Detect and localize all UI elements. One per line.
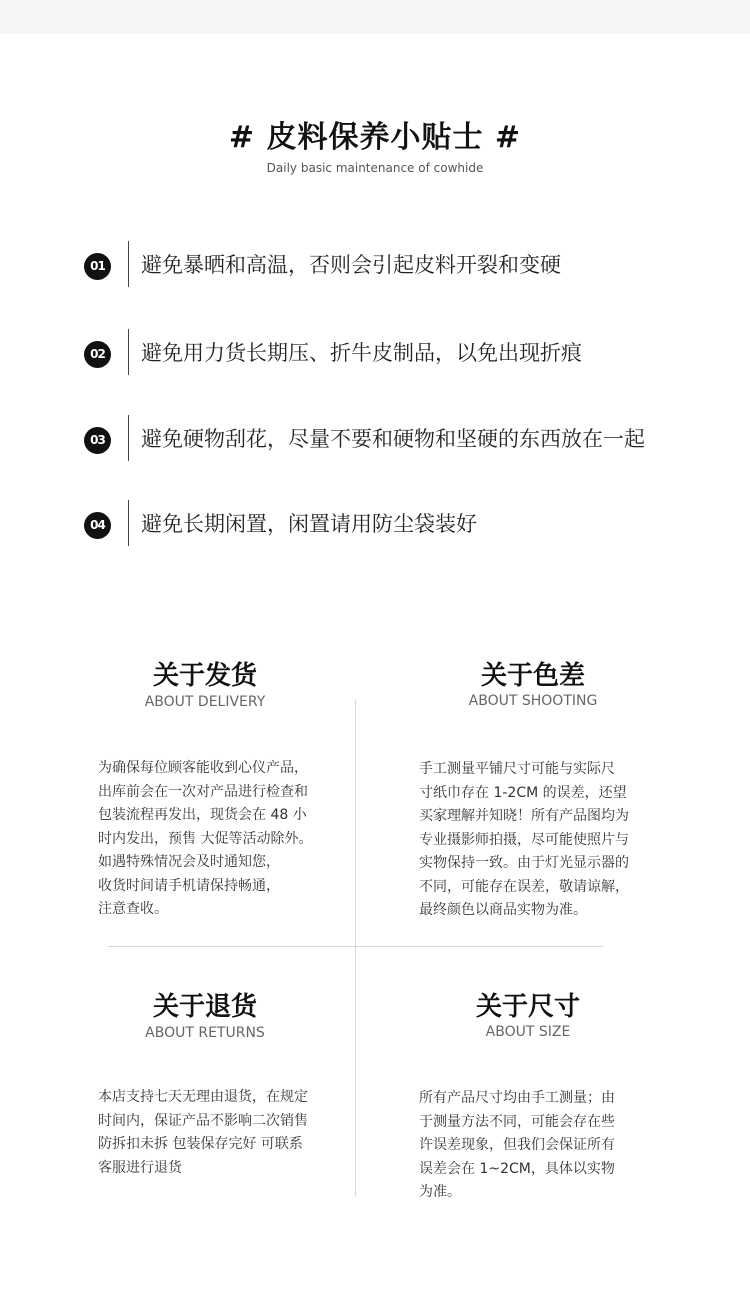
top-band <box>0 0 750 34</box>
tip-item <box>84 329 724 375</box>
tip-number-badge: 02 <box>84 341 111 368</box>
delivery-body: 为确保每位顾客能收到心仪产品， 出库前会在一次对产品进行检查和 包装流程再发出，现货会在 48 小 时内发出，预售 大促等活动除外。 如遇特殊情况会及时通知您， 收货时间请手机请保持畅通， 注意查收。 <box>98 760 313 917</box>
grid-horizontal-divider <box>108 946 603 947</box>
tip-text: 避免暴晒和高温，否则会引起皮料开裂和变硬 <box>141 253 561 277</box>
tip-item <box>84 415 724 461</box>
shooting-title: 关于色差 <box>480 661 585 691</box>
tip-item <box>84 241 724 287</box>
page-title: # 皮料保养小贴士 # <box>228 120 522 155</box>
size-title: 关于尺寸 <box>475 992 580 1022</box>
tip-text: 避免硬物刮花，尽量不要和硬物和坚硬的东西放在一起 <box>141 427 645 451</box>
tip-text: 避免用力货长期压、折牛皮制品，以免出现折痕 <box>141 341 582 365</box>
page-subtitle: Daily basic maintenance of cowhide <box>266 161 484 175</box>
delivery-subtitle: ABOUT DELIVERY <box>144 694 266 710</box>
tip-item <box>84 500 724 546</box>
returns-body: 本店支持七天无理由退货，在规定 时间内，保证产品不影响二次销售 防拆扣未拆 包装保存完好 可联系 客服进行退货 <box>98 1089 308 1176</box>
grid-vertical-divider <box>355 700 356 1196</box>
delivery-title: 关于发货 <box>152 661 257 691</box>
tip-divider <box>128 241 129 287</box>
shooting-subtitle: ABOUT SHOOTING <box>468 693 598 709</box>
tip-number-badge: 04 <box>84 512 111 539</box>
returns-title: 关于退货 <box>152 992 257 1022</box>
tip-number-badge: 03 <box>84 427 111 454</box>
tip-divider <box>128 329 129 375</box>
tip-divider <box>128 500 129 546</box>
returns-subtitle: ABOUT RETURNS <box>145 1025 265 1041</box>
size-subtitle: ABOUT SIZE <box>485 1024 571 1040</box>
shooting-body: 手工测量平铺尺寸可能与实际尺 寸纸巾存在 1-2CM 的误差，还望 买家理解并知晓！所有产品图均为 专业摄影师拍摄，尽可能使照片与 实物保持一致。由于灯光显示器的 不同，可能存在误差，敬请谅解， 最终颜色以商品实物为准。 <box>419 761 629 918</box>
tip-divider <box>128 415 129 461</box>
size-body: 所有产品尺寸均由手工测量；由 于测量方法不同，可能会存在些 许误差现象，但我们会保证所有 误差会在 1~2CM，具体以实物 为准。 <box>419 1090 615 1200</box>
tip-text: 避免长期闲置，闲置请用防尘袋装好 <box>141 512 477 536</box>
tip-number-badge: 01 <box>84 253 111 280</box>
